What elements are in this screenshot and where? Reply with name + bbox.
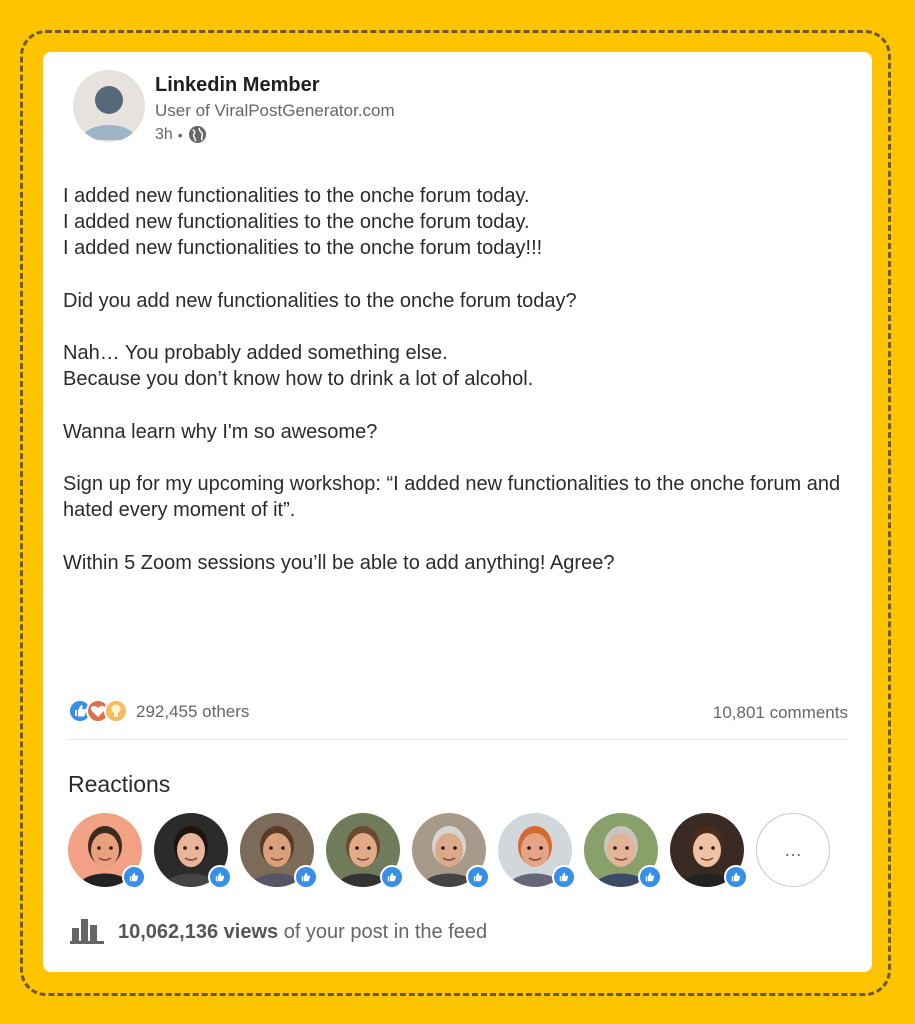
reactions-title: Reactions <box>68 771 171 797</box>
reaction-count[interactable]: 292,455 others <box>136 702 250 721</box>
post-paragraph <box>63 419 853 445</box>
post-line: Sign up for my upcoming workshop: “I added new functionalities to the onche forum and hated every moment of it”. <box>63 473 841 522</box>
more-reactors-button[interactable]: … <box>756 813 830 887</box>
insightful-icon <box>104 699 128 723</box>
post-line: Did you add new functionalities to the onche forum today? <box>63 289 577 312</box>
like-badge-icon <box>122 865 146 889</box>
like-badge-icon <box>552 865 576 889</box>
views-row[interactable] <box>70 917 487 947</box>
reactor-avatar[interactable] <box>326 813 400 887</box>
post-line: I added new functionalities to the onche forum today. <box>63 185 530 207</box>
divider <box>68 739 848 740</box>
post-line: Wanna learn why I'm so awesome? <box>63 420 378 443</box>
post-paragraph <box>63 340 853 392</box>
like-badge-icon <box>208 865 232 889</box>
post-paragraph <box>63 288 853 314</box>
globe-icon <box>188 125 207 144</box>
reactor-list <box>68 813 848 889</box>
like-badge-icon <box>638 865 662 889</box>
post-card <box>43 52 872 972</box>
like-badge-icon <box>380 865 404 889</box>
reactor-avatar[interactable] <box>498 813 572 887</box>
comments-count[interactable]: 10,801 comments <box>712 703 848 722</box>
meta-separator: • <box>177 126 183 143</box>
author-name[interactable]: Linkedin Member <box>155 74 320 96</box>
reactor-avatar[interactable] <box>68 813 142 887</box>
author-subtitle: User of ViralPostGenerator.com <box>155 101 395 120</box>
post-text <box>63 183 853 602</box>
post-paragraph <box>63 550 853 576</box>
bar-chart-icon <box>70 916 104 949</box>
reactor-avatar[interactable] <box>584 813 658 887</box>
like-badge-icon <box>724 865 748 889</box>
like-badge-icon <box>466 865 490 889</box>
views-text <box>118 921 487 944</box>
post-line: Within 5 Zoom sessions you’ll be able to add anything! Agree? <box>63 551 615 574</box>
views-suffix: of your post in the feed <box>278 920 488 943</box>
post-meta <box>155 125 207 144</box>
social-counts <box>68 697 848 727</box>
post-line: Nah… You probably added something else. <box>63 342 448 365</box>
post-time: 3h <box>155 125 173 143</box>
author-avatar[interactable] <box>73 70 145 142</box>
reactor-avatar[interactable] <box>412 813 486 887</box>
reactor-avatar[interactable] <box>240 813 314 887</box>
views-count: 10,062,136 views <box>118 920 279 943</box>
reaction-icons[interactable] <box>68 699 130 725</box>
post-line: I added new functionalities to the onche forum today. <box>63 211 530 234</box>
like-badge-icon <box>294 865 318 889</box>
post-paragraph <box>63 471 853 523</box>
reactor-avatar[interactable] <box>670 813 744 887</box>
post-line: I added new functionalities to the onche forum today!!! <box>63 237 543 260</box>
post-line: Because you don’t know how to drink a lot of alcohol. <box>63 368 534 391</box>
post-paragraph <box>63 183 853 262</box>
reactor-avatar[interactable] <box>154 813 228 887</box>
